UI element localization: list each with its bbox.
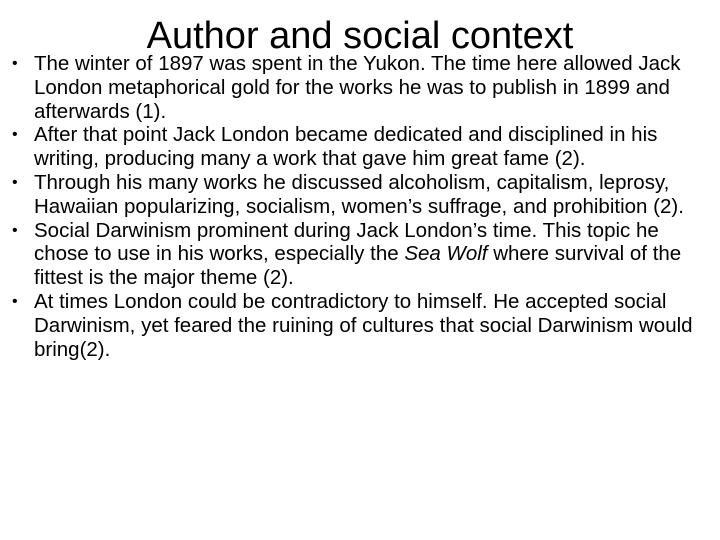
book-title: Sea Wolf bbox=[404, 242, 488, 266]
bullet-text: After that point Jack London became dedicated and disciplined in his writing, producing many a work that gave him great fame (2). bbox=[34, 123, 658, 171]
bullet-marker: • bbox=[12, 292, 18, 310]
bullet-marker: • bbox=[12, 126, 18, 144]
bullet-item bbox=[12, 290, 712, 361]
bullet-marker: • bbox=[12, 55, 18, 72]
bullet-text-part: where survival of the fittest is the major theme (2). bbox=[34, 242, 682, 290]
bullet-item bbox=[12, 123, 712, 171]
bullet-text: Through his many works he discussed alcoholism, capitalism, leprosy, Hawaiian popularizing, socialism, women’s suffrage, and prohibition (2). bbox=[34, 170, 684, 218]
bullet-list bbox=[12, 52, 712, 361]
bullet-item bbox=[12, 52, 712, 123]
bullet-text bbox=[34, 219, 681, 290]
bullet-marker: • bbox=[12, 221, 18, 239]
bullet-item bbox=[12, 171, 712, 219]
bullet-item bbox=[12, 219, 712, 290]
slide-title: Author and social context bbox=[146, 15, 574, 57]
bullet-text-part: Social Darwinism prominent during Jack London’s time. This topic he chose to use in his works, especially the bbox=[34, 218, 659, 266]
bullet-text: The winter of 1897 was spent in the Yukon. The time here allowed Jack London metaphorical gold for the works he was to publish in 1899 and afterwards (1). bbox=[34, 52, 681, 123]
bullet-marker: • bbox=[12, 173, 18, 191]
bullet-text: At times London could be contradictory to himself. He accepted social Darwinism, yet feared the ruining of cultures that social Darwinism would bring(2). bbox=[34, 289, 693, 361]
